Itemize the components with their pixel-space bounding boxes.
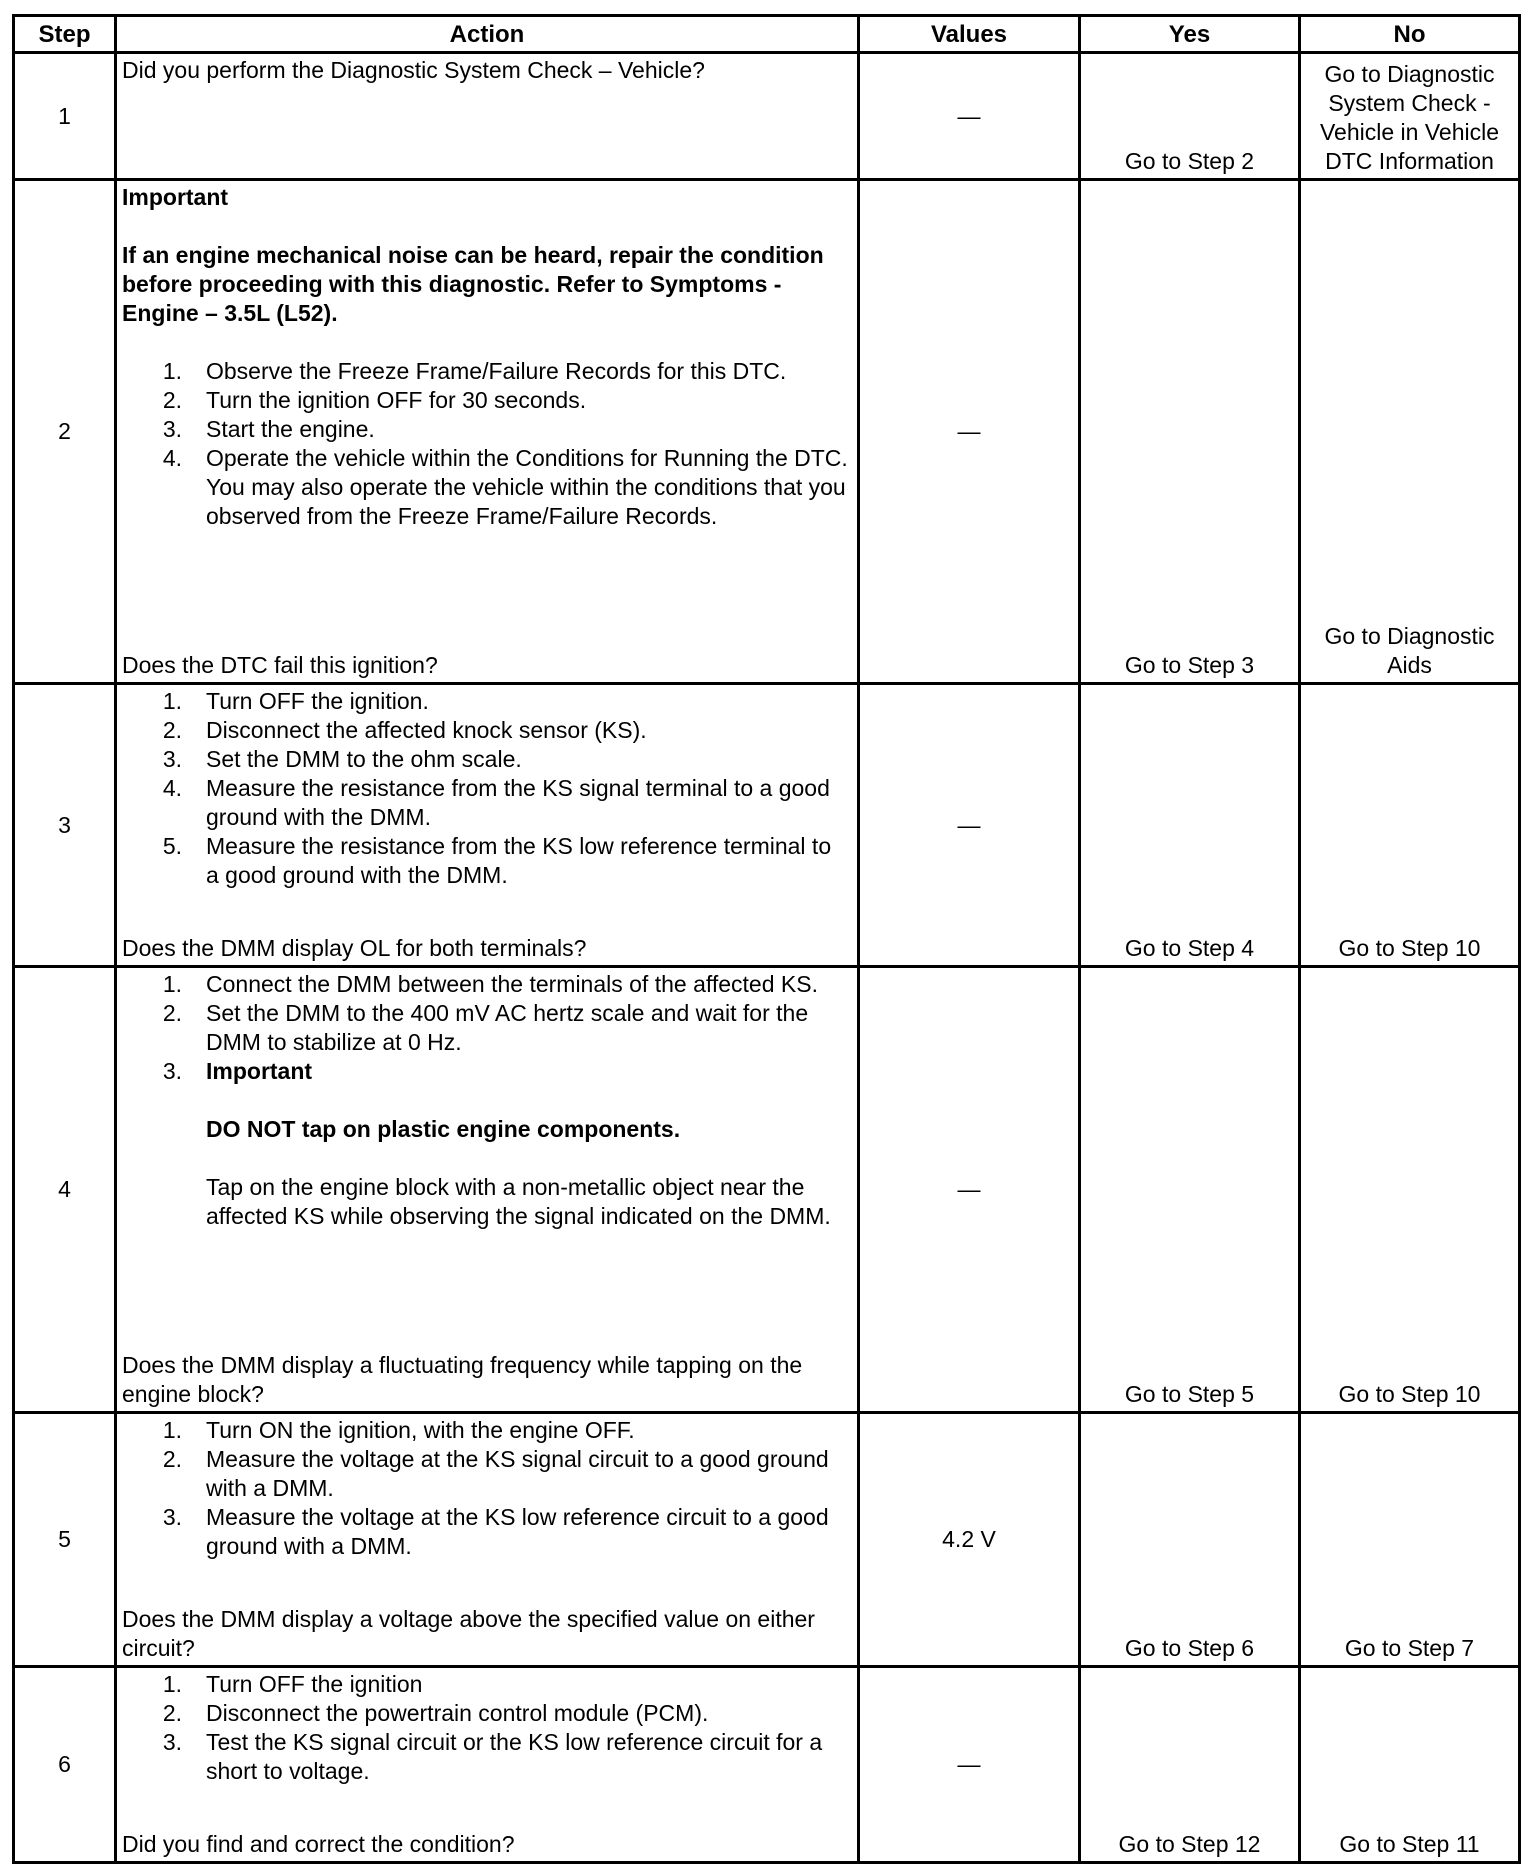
value-cell: 4.2 V (859, 1413, 1080, 1667)
important-note: If an engine mechanical noise can be heard, repair the condition before proceeding with this diagnostic. Refer to Symptoms - Engine – 3.5L (L52). (122, 242, 824, 326)
list-item: 2. Measure the voltage at the KS signal circuit to a good ground with a DMM. (162, 1446, 829, 1501)
no-cell: Go to Step 10 (1300, 967, 1520, 1413)
yes-cell: Go to Step 5 (1080, 967, 1300, 1413)
step-number: 4 (14, 967, 116, 1413)
yes-cell: Go to Step 6 (1080, 1413, 1300, 1667)
step-number: 5 (14, 1413, 116, 1667)
header-yes: Yes (1080, 16, 1300, 53)
table-row-step-4 (14, 967, 1520, 1413)
table-row-step-2 (14, 180, 1520, 684)
step-number: 1 (14, 53, 116, 180)
table-row-step-5 (14, 1413, 1520, 1667)
diagnostic-table (12, 14, 1521, 1864)
tap-instruction: Tap on the engine block with a non-metallic object near the affected KS while observing the signal indicated on the DMM. (206, 1174, 831, 1229)
list-item: 2. Disconnect the affected knock sensor (KS). (162, 717, 647, 743)
procedure-list (122, 970, 849, 1086)
yes-cell: Go to Step 2 (1080, 53, 1300, 180)
no-cell: Go to Step 7 (1300, 1413, 1520, 1667)
yes-cell: Go to Step 3 (1080, 180, 1300, 684)
action-question: Did you perform the Diagnostic System Check – Vehicle? (122, 57, 705, 83)
action-cell (116, 684, 859, 967)
value-cell: — (859, 684, 1080, 967)
table-row-step-6 (14, 1667, 1520, 1863)
list-item: 1. Connect the DMM between the terminals of the affected KS. (162, 971, 818, 997)
action-cell (116, 967, 859, 1413)
header-row (14, 16, 1520, 53)
step-number: 6 (14, 1667, 116, 1863)
value-cell: — (859, 180, 1080, 684)
procedure-list (122, 687, 849, 890)
list-item: 2. Disconnect the powertrain control module (PCM). (162, 1700, 709, 1726)
header-no: No (1300, 16, 1520, 53)
list-item: 1. Observe the Freeze Frame/Failure Records for this DTC. (162, 358, 787, 384)
no-cell: Go to Diagnostic Aids (1300, 180, 1520, 684)
list-item: 3. Set the DMM to the ohm scale. (162, 746, 522, 772)
action-cell (116, 1413, 859, 1667)
action-cell (116, 53, 859, 180)
action-cell (116, 180, 859, 684)
list-item: 1. Turn OFF the ignition (162, 1671, 423, 1697)
list-item: 4. Operate the vehicle within the Conditions for Running the DTC. You may also operate the vehicle within the conditions that you observed from the Freeze Frame/Failure Records. (162, 445, 848, 529)
value-cell: — (859, 967, 1080, 1413)
no-cell: Go to Diagnostic System Check - Vehicle in Vehicle DTC Information (1300, 53, 1520, 180)
action-cell (116, 1667, 859, 1863)
yes-cell: Go to Step 4 (1080, 684, 1300, 967)
action-question: Does the DMM display OL for both terminals? (122, 935, 587, 961)
yes-cell: Go to Step 12 (1080, 1667, 1300, 1863)
header-values: Values (859, 16, 1080, 53)
action-question: Does the DMM display a voltage above the specified value on either circuit? (122, 1606, 815, 1661)
table-row-step-1 (14, 53, 1520, 180)
header-step: Step (14, 16, 116, 53)
important-label: Important (122, 184, 229, 210)
action-question: Does the DMM display a fluctuating frequency while tapping on the engine block? (122, 1352, 803, 1407)
list-item: 1. Turn ON the ignition, with the engine OFF. (162, 1417, 635, 1443)
list-item: 3. Measure the voltage at the KS low reference circuit to a good ground with a DMM. (162, 1504, 829, 1559)
list-item: 3. Important (162, 1058, 313, 1084)
important-note: DO NOT tap on plastic engine components. (206, 1116, 681, 1142)
list-item: 3. Start the engine. (162, 416, 375, 442)
list-item: 2. Turn the ignition OFF for 30 seconds. (162, 387, 587, 413)
table-row-step-3 (14, 684, 1520, 967)
action-question: Does the DTC fail this ignition? (122, 652, 438, 678)
header-action: Action (116, 16, 859, 53)
procedure-list (122, 357, 849, 531)
value-cell: — (859, 1667, 1080, 1863)
procedure-list (122, 1670, 849, 1786)
no-cell: Go to Step 11 (1300, 1667, 1520, 1863)
value-cell: — (859, 53, 1080, 180)
step-number: 3 (14, 684, 116, 967)
no-cell: Go to Step 10 (1300, 684, 1520, 967)
list-item: 2. Set the DMM to the 400 mV AC hertz scale and wait for the DMM to stabilize at 0 Hz. (162, 1000, 809, 1055)
list-item: 1. Turn OFF the ignition. (162, 688, 429, 714)
action-question: Did you find and correct the condition? (122, 1831, 515, 1857)
list-item: 3. Test the KS signal circuit or the KS low reference circuit for a short to voltage. (162, 1729, 823, 1784)
list-item: 5. Measure the resistance from the KS low reference terminal to a good ground with the DMM. (162, 833, 832, 888)
procedure-list (122, 1416, 849, 1561)
list-item: 4. Measure the resistance from the KS signal terminal to a good ground with the DMM. (162, 775, 830, 830)
step-number: 2 (14, 180, 116, 684)
